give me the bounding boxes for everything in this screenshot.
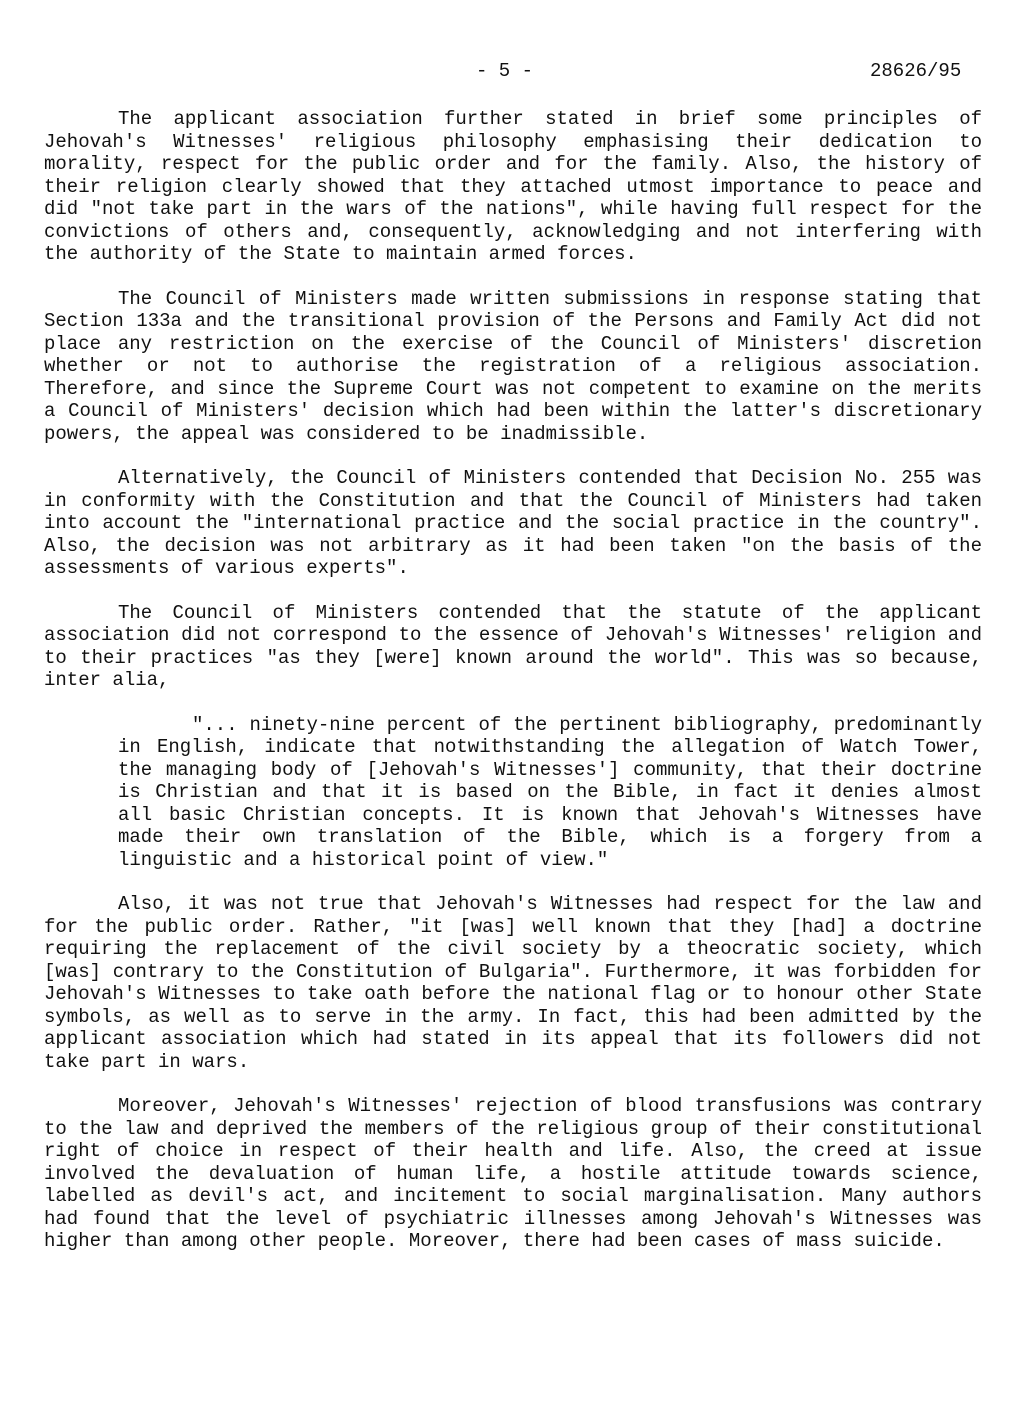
block-quote-bibliography: "... ninety-nine percent of the pertinent bibliography, predominantly in English, indicate that notwithstanding the allegation of Watch Tower, the managing body of [Jehovah's Witnesses'] community, that their doctrine is Christian and that it is based on the Bible, in fact it denies almost all basic Christian concepts. It is known that Jehovah's Witnesses have made their own translation of the Bible, which is a forgery from a linguistic and a historical point of view." — [118, 713, 982, 871]
paragraph-decision-conformity: Alternatively, the Council of Ministers contended that Decision No. 255 was in conformity with the Constitution and that the Council of Ministers had taken into account the "international practice and the social practice in the country". Also, the decision was not arbitrary as it had been taken "on the basis of the assessments of various experts". — [44, 467, 982, 579]
paragraph-public-order: Also, it was not true that Jehovah's Witnesses had respect for the law and for the public order. Rather, "it [was] well known that they [had] a doctrine requiring the replacement of the civil society by a theocratic society, which [was] contrary to the Constitution of Bulgaria". Furthermore, it was forbidden for Jehovah's Witnesses to take oath before the national flag or to honour other State symbols, as well as to serve in the army. In fact, this had been admitted by the applicant association which had stated in its appeal that its followers did not take part in wars. — [44, 893, 982, 1073]
paragraph-applicant-principles: The applicant association further stated in brief some principles of Jehovah's Witnesses' religious philosophy emphasising their dedication to morality, respect for the public order and for the family. Also, the history of their religion clearly showed that they attached utmost importance to peace and did "not take part in the wars of the nations", while having full respect for the convictions of others and, consequently, acknowledging and not interfering with the authority of the State to maintain armed forces. — [44, 108, 982, 265]
paragraph-council-submissions: The Council of Ministers made written submissions in response stating that Section 133a and the transitional provision of the Persons and Family Act did not place any restriction on the exercise of the Council of Ministers' discretion whether or not to authorise the registration of a religious association. Therefore, and since the Supreme Court was not competent to examine on the merits a Council of Ministers' decision which had been within the latter's discretionary powers, the appeal was considered to be inadmissible. — [44, 287, 982, 445]
paragraph-statute-essence: The Council of Ministers contended that the statute of the applicant association did not correspond to the essence of Jehovah's Witnesses' religion and to their practices "as they [were] known around the world". This was so because, inter alia, — [44, 601, 982, 691]
paragraph-blood-transfusions: Moreover, Jehovah's Witnesses' rejection of blood transfusions was contrary to the law and deprived the members of the religious group of their constitutional right of choice in respect of their health and life. Also, the creed at issue involved the devaluation of human life, a hostile attitude towards science, labelled as devil's act, and incitement to social marginalisation. Many authors had found that the level of psychiatric illnesses among Jehovah's Witnesses was higher than among other people. Moreover, there had been cases of mass suicide. — [44, 1095, 982, 1252]
page-number: - 5 - — [476, 60, 534, 82]
document-body — [44, 108, 982, 1275]
case-number: 28626/95 — [870, 60, 962, 82]
page-header — [0, 60, 1021, 84]
